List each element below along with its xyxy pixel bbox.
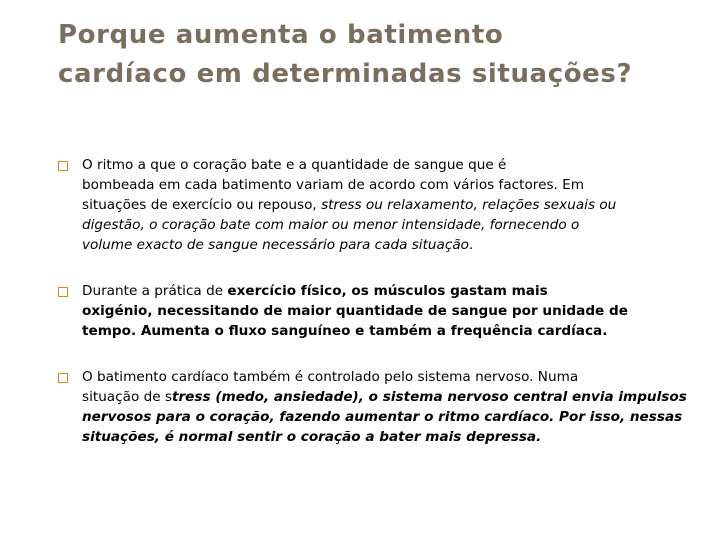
text-run-italic: stress ou relaxamento, relações sexuais ou [321, 197, 617, 213]
text-run-bold-italic: tress (medo, ansiedade), o sistema nervoso central envia impulsos [171, 389, 687, 405]
bullet-text [82, 281, 708, 341]
text-run: . [468, 237, 474, 253]
text-line [82, 195, 708, 215]
text-line-bold-italic [82, 427, 708, 447]
text-line [82, 235, 708, 255]
bullet-text [82, 155, 708, 255]
text-run-bold: exercício físico, os músculos gastam mais [227, 283, 548, 299]
text-line-bold: tempo. Aumenta o fluxo sanguíneo e também a frequência cardíaca. [82, 323, 608, 339]
text-line-bold: oxigénio, necessitando de maior quantidade de sangue por unidade de [82, 303, 628, 319]
text-run-italic: volume exacto de sangue necessário para cada situação [82, 237, 469, 253]
text-line: bombeada em cada batimento variam de acordo com vários factores. Em [82, 177, 584, 193]
text-run-bold-italic: nervosos para o coração, fazendo aumentar o ritmo cardíaco. Por isso, nessas [82, 409, 683, 425]
text-run: Durante a prática de [82, 283, 228, 299]
text-line: O ritmo a que o coração bate e a quantidade de sangue que é [82, 157, 507, 173]
bullet-list [58, 155, 708, 447]
slide-title [58, 16, 708, 94]
hollow-square-bullet-icon [58, 373, 68, 383]
bullet-item-heart-rhythm [58, 155, 708, 255]
text-line-bold-italic [82, 407, 708, 427]
text-run-bold-italic: situações, é normal sentir o coração a bater mais depressa. [82, 429, 542, 445]
bullet-item-nervous-system [58, 367, 708, 447]
text-line: O batimento cardíaco também é controlado pelo sistema nervoso. Numa [82, 369, 579, 385]
text-line-italic: digestão, o coração bate com maior ou menor intensidade, fornecendo o [82, 217, 580, 233]
hollow-square-bullet-icon [58, 287, 68, 297]
hollow-square-bullet-icon [58, 161, 68, 171]
slide-title-line-1: Porque aumenta o batimento [58, 20, 504, 50]
slide-title-line-2: cardíaco em determinadas situações? [58, 59, 633, 89]
bullet-text [82, 367, 708, 447]
text-run: situação de s [82, 389, 172, 405]
text-run: situações de exercício ou repouso, [82, 197, 322, 213]
text-line [82, 281, 708, 301]
text-line [82, 387, 708, 407]
bullet-item-exercise [58, 281, 708, 341]
